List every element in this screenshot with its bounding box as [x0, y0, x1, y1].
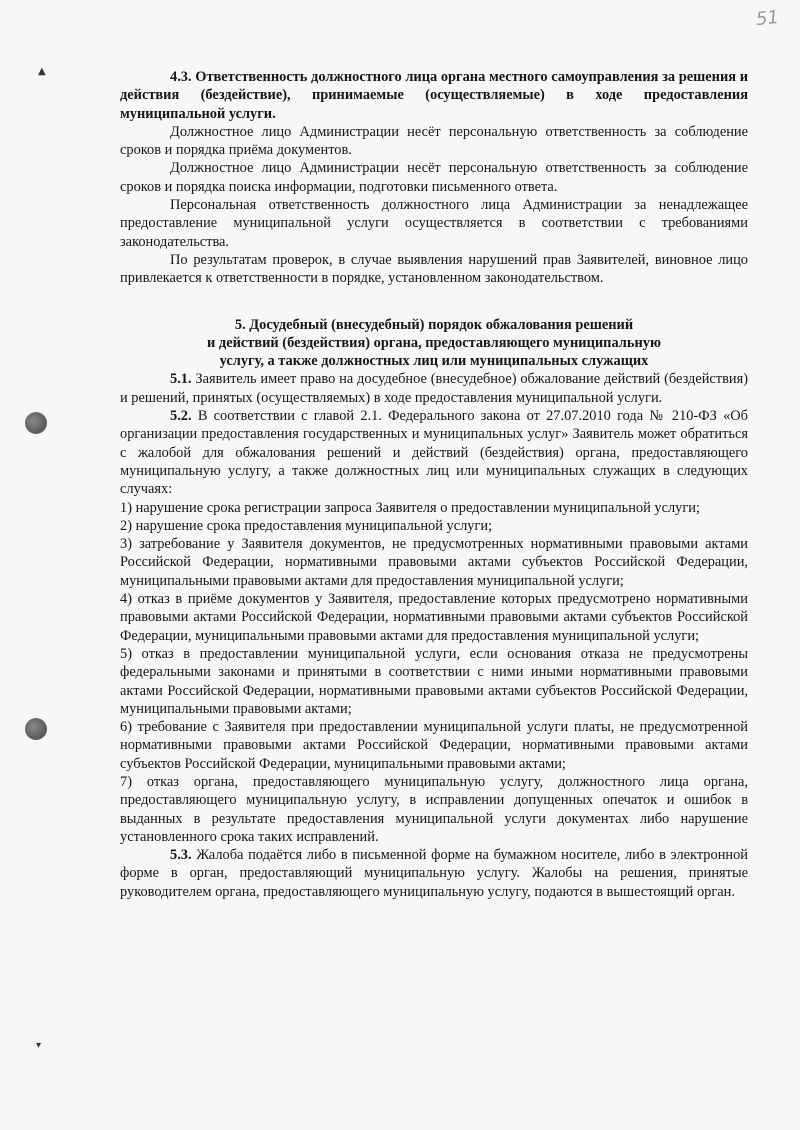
clause-number: 5.1. — [170, 371, 192, 388]
section-4-3-title: 4.3. Ответственность должностного лица органа местного самоуправления за решения и действия (бездействие), принимаемые (осуществляемые) в ходе предоставления муниципальной услуги. — [120, 69, 748, 122]
clause-number: 5.2. — [170, 408, 192, 425]
clause-5-3 — [120, 846, 748, 901]
list-item: 1) нарушение срока регистрации запроса Заявителя о предоставлении муниципальной услуги; — [120, 499, 700, 516]
list-item: 3) затребование у Заявителя документов, не предусмотренных нормативными правовыми актами Российской Федерации, нормативными правовыми актами субъектов Российской Федерации, муниципальными правовыми актами для предоставления муниципальной услуги; — [120, 536, 748, 589]
heading-line: 5. Досудебный (внесудебный) порядок обжалования решений — [234, 316, 634, 333]
clause-number: 5.3. — [170, 847, 192, 864]
scan-mark-top: ▲ — [38, 66, 46, 77]
clause-text: В соответствии с главой 2.1. Федерального закона от 27.07.2010 года № 210-ФЗ «Об организации предоставления государственных и муниципальных услуг» Заявитель может обратиться с жалобой для обжалования решений и действий (бездействия) органа, предоставляющего муниципальную услугу, а также должностных лиц или муниципальных служащих в следующих случаях: — [120, 408, 748, 498]
heading-line: и действий (бездействия) органа, предоставляющего муниципальную — [207, 334, 661, 351]
section-5-heading — [120, 316, 748, 371]
list-item: 6) требование с Заявителя при предоставлении муниципальной услуги платы, не предусмотренной нормативными правовыми актами Российской Федерации, нормативными правовыми актами субъектов Российской Федерации, муниципальными правовыми актами; — [120, 719, 748, 772]
clause-text: Заявитель имеет право на досудебное (внесудебное) обжалование действий (бездействия) и решений, принятых (осуществляемых) в ходе предоставления муниципальной услуги. — [120, 371, 748, 406]
section-4-3-paragraph: По результатам проверок, в случае выявления нарушений прав Заявителей, виновное лицо привлекается к ответственности в порядке, установленном законодательством. — [120, 251, 748, 287]
clause-text: Жалоба подаётся либо в письменной форме на бумажном носителе, либо в электронной форме в орган, предоставляющий муниципальную услугу. Жалобы на решения, принятые руководителем органа, предоставляющего муниципальную услугу, подаются в вышестоящий орган. — [120, 847, 748, 900]
document-body — [120, 68, 748, 901]
scan-mark-bottom: ▾ — [36, 1040, 42, 1051]
punch-hole-bottom — [25, 718, 47, 740]
clause-5-1 — [120, 370, 748, 407]
list-item: 5) отказ в предоставлении муниципальной услуги, если основания отказа не предусмотрены федеральными законами и принятыми в соответствии с ними иными нормативными правовыми актами Российской Федерации, нормативными правовыми актами субъектов Российской Федерации, муниципальными правовыми актами; — [120, 645, 748, 717]
heading-line: услугу, а также должностных лиц или муниципальных служащих — [219, 353, 649, 370]
list-item: 7) отказ органа, предоставляющего муниципальную услугу, должностного лица органа, предоставляющего муниципальную услугу, в исправлении допущенных опечаток и ошибок в выданных в результате предоставления муниципальной услуги документах либо нарушение установленного срока таких исправлений. — [120, 773, 748, 845]
section-4-3-paragraph: Должностное лицо Администрации несёт персональную ответственность за соблюдение сроков и порядка приёма документов. — [120, 123, 748, 159]
page-number: 51 — [754, 6, 780, 31]
punch-hole-top — [25, 412, 47, 434]
list-item: 4) отказ в приёме документов у Заявителя, предоставление которых предусмотрено нормативными правовыми актами Российской Федерации, нормативными правовыми актами субъектов Российской Федерации, муниципальными правовыми актами для предоставления муниципальной услуги; — [120, 591, 748, 644]
clause-5-2 — [120, 407, 748, 498]
section-4-3-paragraph: Персональная ответственность должностного лица Администрации за ненадлежащее предоставление муниципальной услуги осуществляется в соответствии с требованиями законодательства. — [120, 197, 748, 250]
section-4-3-paragraph: Должностное лицо Администрации несёт персональную ответственность за соблюдение сроков и порядка поиска информации, подготовки письменного ответа. — [120, 160, 748, 195]
list-item: 2) нарушение срока предоставления муниципальной услуги; — [120, 517, 493, 534]
